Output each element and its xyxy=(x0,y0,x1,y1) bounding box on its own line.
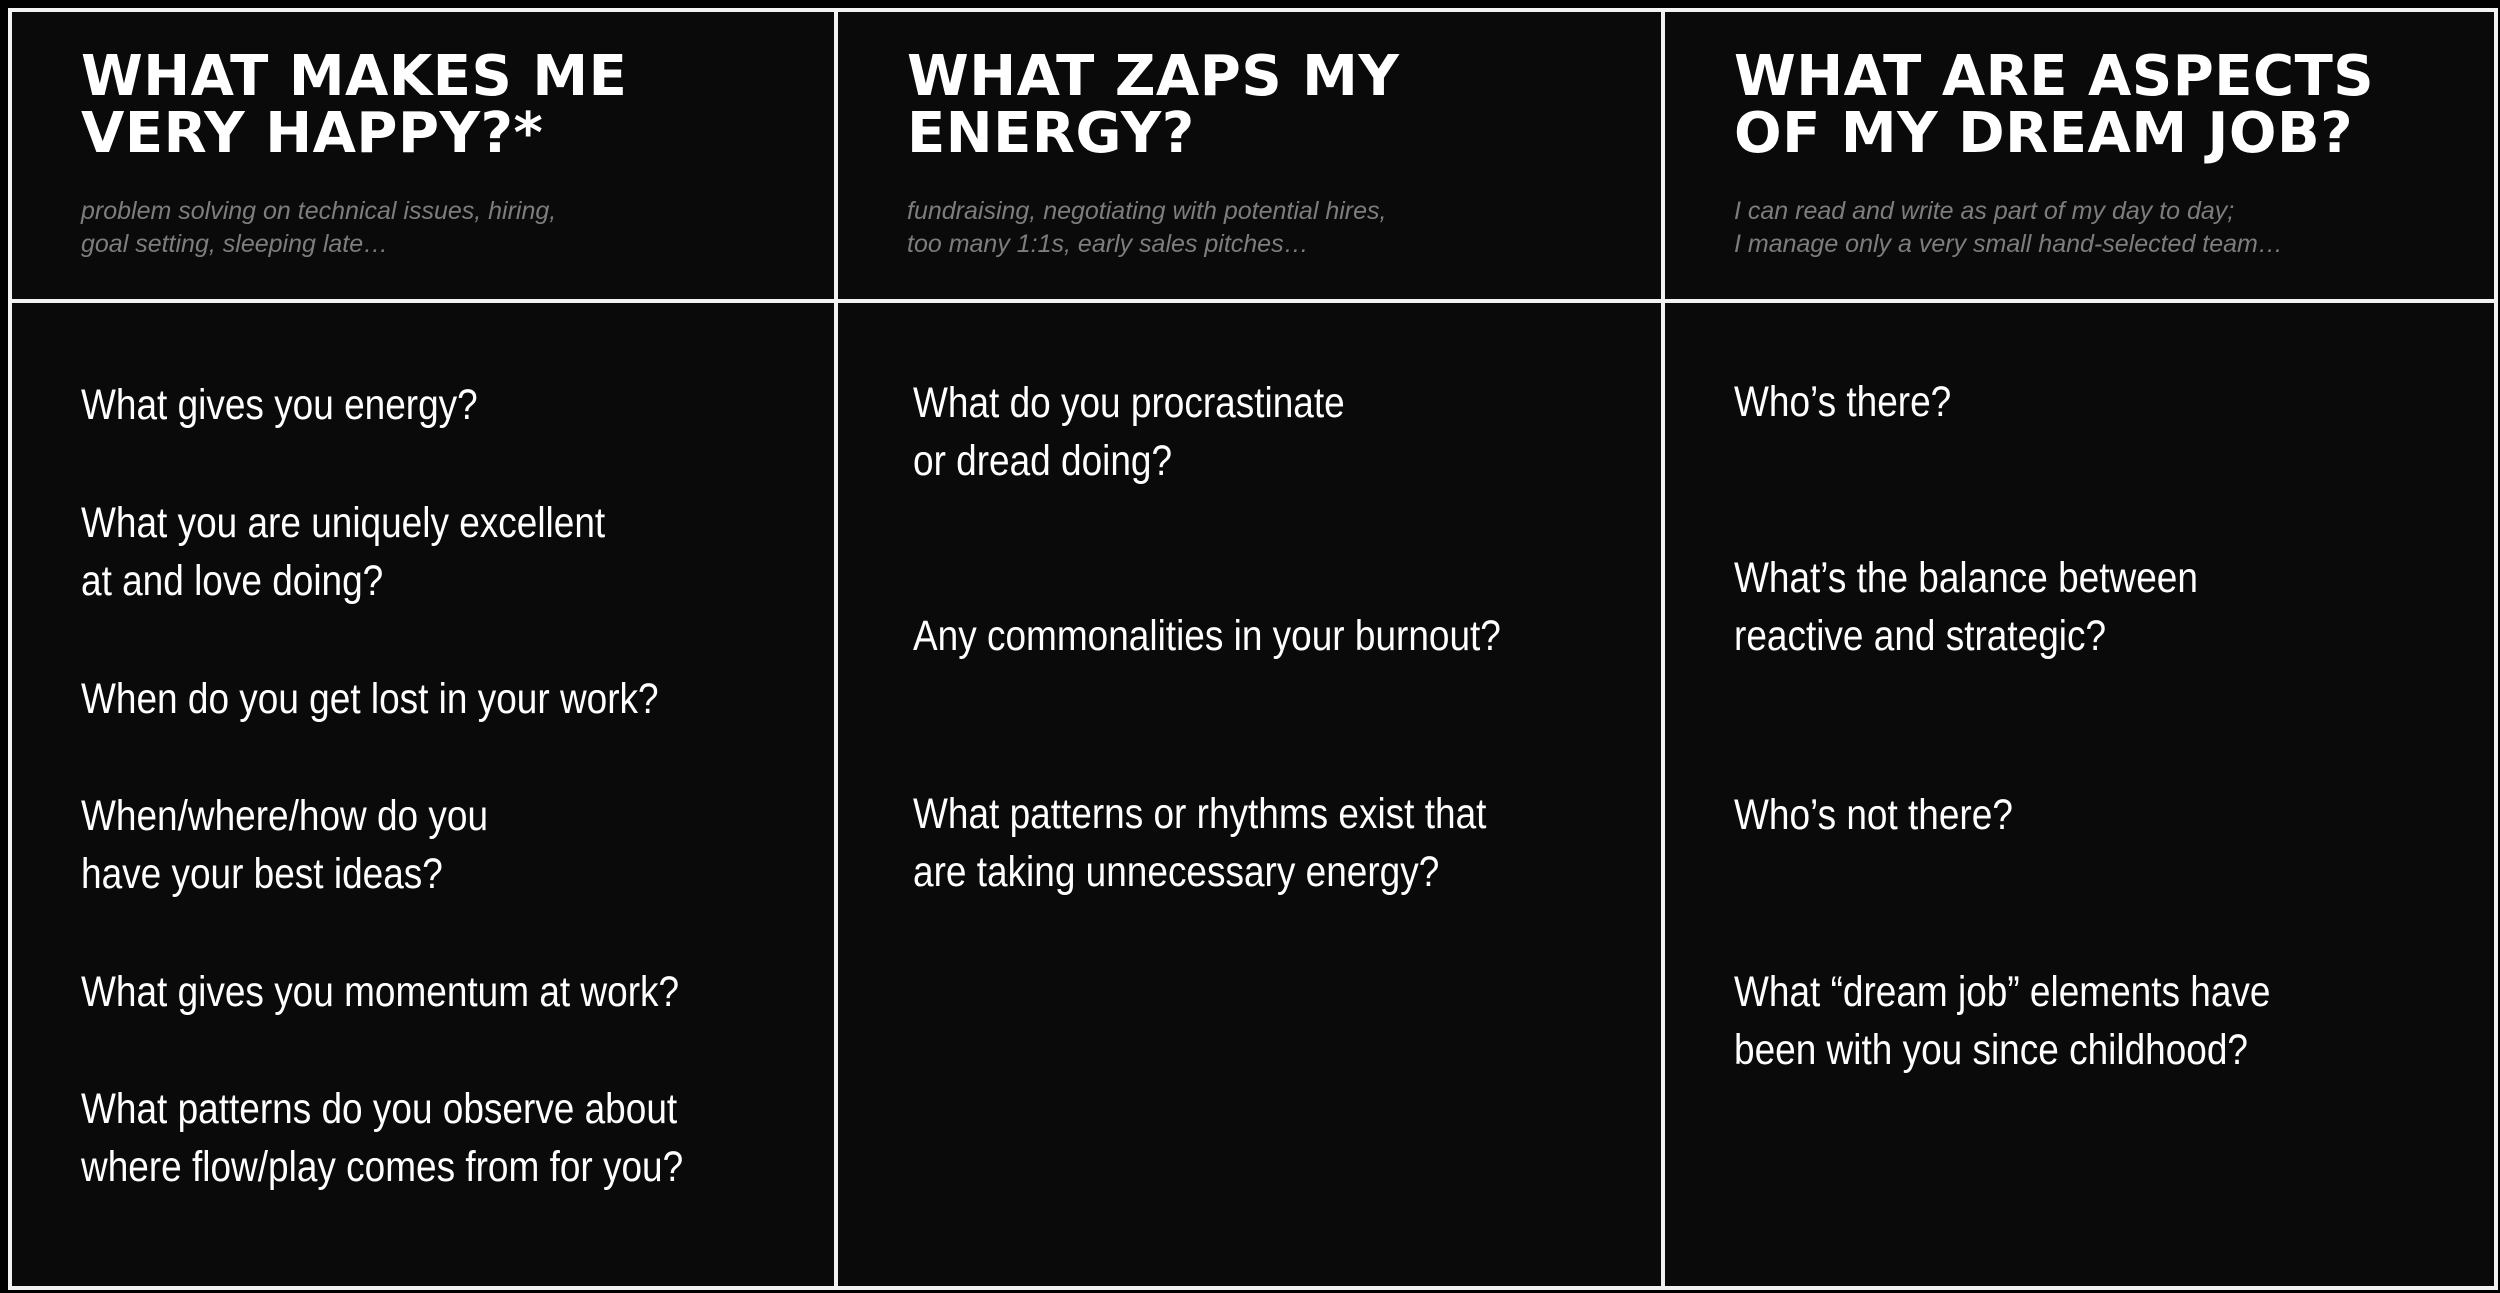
question xyxy=(81,670,659,728)
column-happy xyxy=(12,12,834,1286)
example-line: fundraising, negotiating with potential hires, xyxy=(907,197,1387,225)
example-text xyxy=(1734,195,2283,261)
example-line: goal setting, sleeping late… xyxy=(81,230,389,258)
question-line: are taking unnecessary energy? xyxy=(913,848,1440,896)
question-line: Who’s there? xyxy=(1734,378,1952,426)
question-line: When do you get lost in your work? xyxy=(81,675,659,723)
question-line: What gives you momentum at work? xyxy=(81,968,680,1016)
question xyxy=(81,1080,683,1196)
question xyxy=(1734,786,2013,844)
title-line: WHAT MAKES ME xyxy=(81,44,628,109)
question-line: What patterns or rhythms exist that xyxy=(913,790,1487,838)
question-line: What you are uniquely excellent xyxy=(81,499,606,547)
question xyxy=(913,374,1345,490)
title-line: WHAT ARE ASPECTS xyxy=(1734,44,2375,109)
example-line: I manage only a very small hand-selected team… xyxy=(1734,230,2283,258)
question-line: at and love doing? xyxy=(81,557,384,605)
example-line: problem solving on technical issues, hiring, xyxy=(81,197,557,225)
title-line: ENERGY? xyxy=(907,101,1195,166)
title-line: WHAT ZAPS MY xyxy=(907,44,1400,109)
column-title xyxy=(1734,44,2375,166)
question xyxy=(81,963,679,1021)
example-line: I can read and write as part of my day to day; xyxy=(1734,197,2235,225)
question-line: What “dream job” elements have xyxy=(1734,968,2271,1016)
question xyxy=(913,607,1501,665)
question-line: reactive and strategic? xyxy=(1734,612,2107,660)
question-line: When/where/how do you xyxy=(81,792,489,840)
question xyxy=(81,376,478,434)
example-text xyxy=(907,195,1386,261)
question xyxy=(81,787,488,903)
column-energy xyxy=(838,12,1661,1286)
question-line: What patterns do you observe about xyxy=(81,1085,678,1133)
question-line: been with you since childhood? xyxy=(1734,1026,2248,1074)
question-line: or dread doing? xyxy=(913,437,1173,485)
column-title xyxy=(81,44,628,166)
question xyxy=(913,785,1486,901)
title-line: OF MY DREAM JOB? xyxy=(1734,101,2354,166)
question-line: What gives you energy? xyxy=(81,381,478,429)
question-line: have your best ideas? xyxy=(81,850,443,898)
question xyxy=(1734,373,1951,431)
question-line: Who’s not there? xyxy=(1734,791,2013,839)
question xyxy=(1734,963,2270,1079)
column-dream-job xyxy=(1665,12,2494,1286)
title-line: VERY HAPPY?* xyxy=(81,101,544,166)
question-line: What do you procrastinate xyxy=(913,379,1345,427)
question-line: Any commonalities in your burnout? xyxy=(913,612,1501,660)
question-line: where flow/play comes from for you? xyxy=(81,1143,684,1191)
question xyxy=(1734,549,2198,665)
worksheet-board xyxy=(8,8,2498,1290)
question-line: What’s the balance between xyxy=(1734,554,2198,602)
example-text xyxy=(81,195,556,261)
example-line: too many 1:1s, early sales pitches… xyxy=(907,230,1309,258)
question xyxy=(81,494,605,610)
column-title xyxy=(907,44,1400,166)
